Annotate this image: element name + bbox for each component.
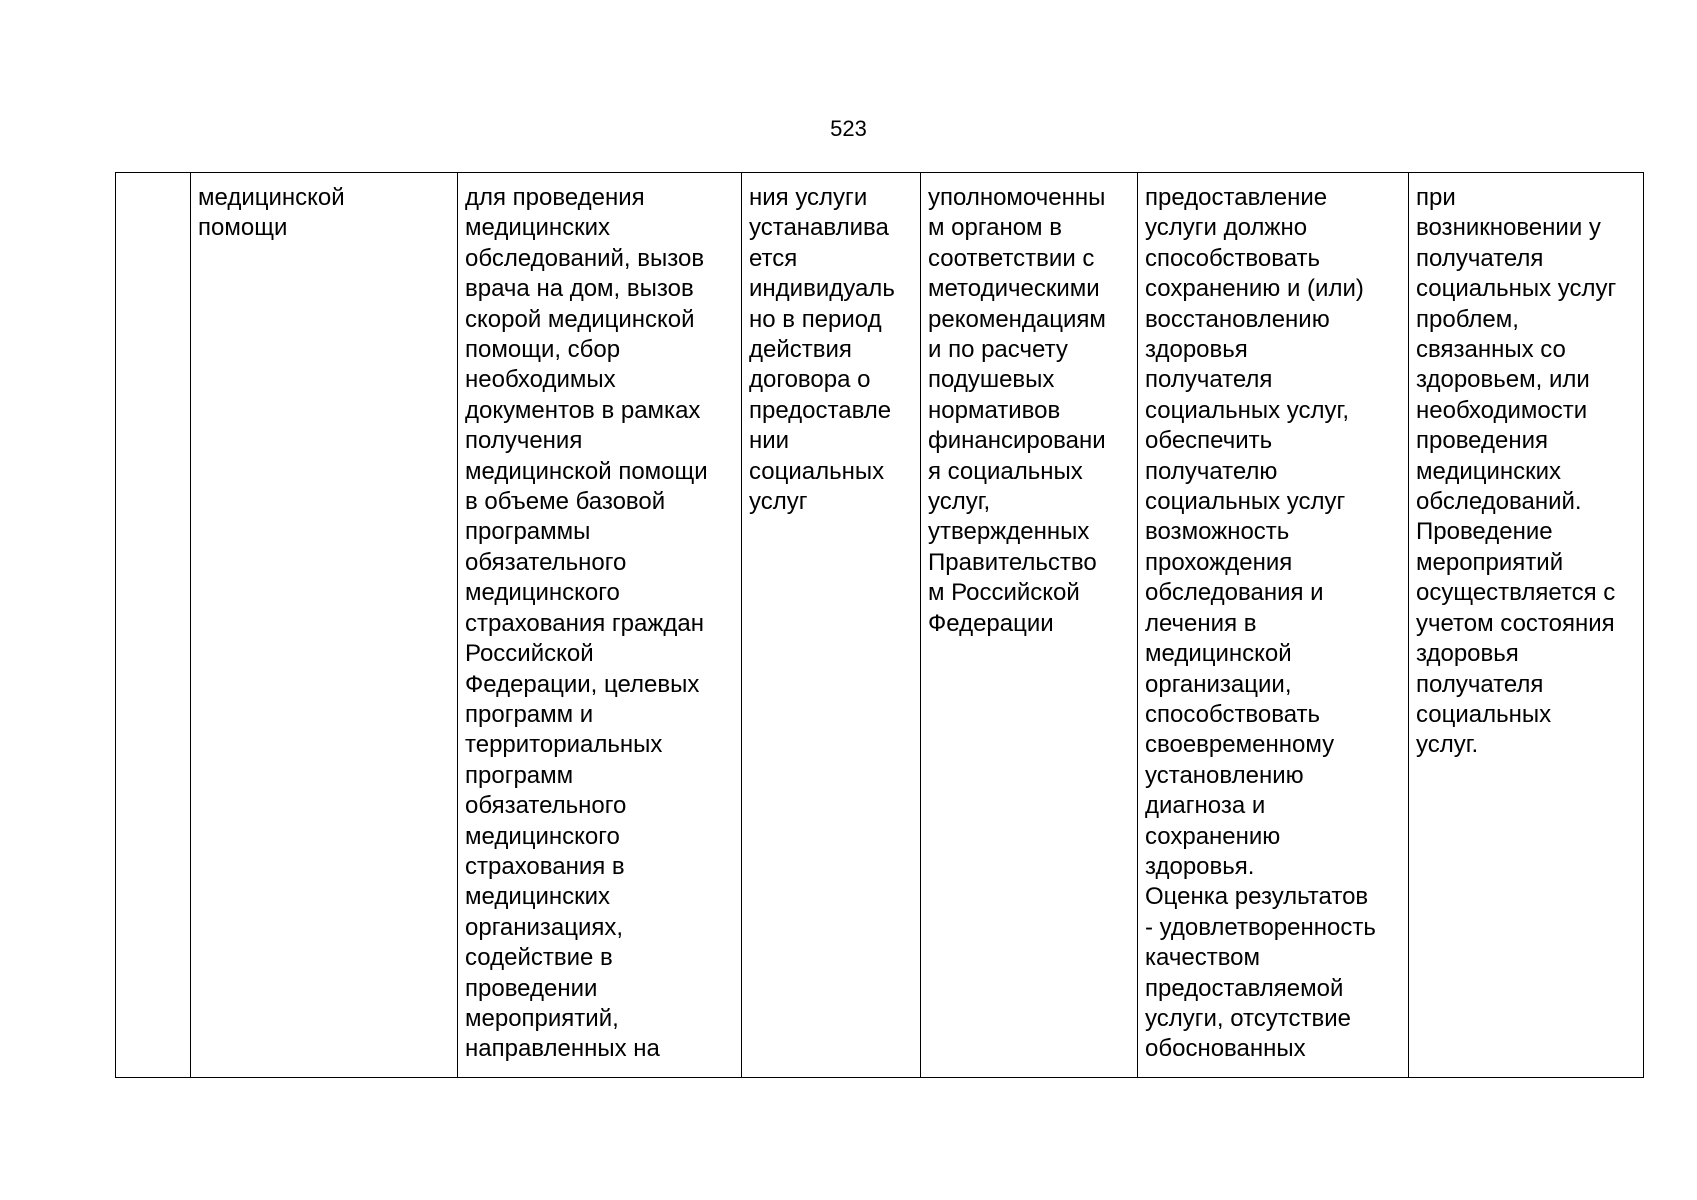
table-cell-quality xyxy=(1138,173,1409,1078)
table-row xyxy=(116,173,1644,1078)
cell-text: уполномоченны м органом в соответствии с методическими рекомендациям и по расчету подушевых нормативов финансировани я социальных услуг, утвержденных Правительство м Российской Федерации xyxy=(928,184,1106,637)
table-cell-number xyxy=(116,173,191,1078)
cell-text: предоставление услуги должно способствовать сохранению и (или) восстановлению здоровья получателя социальных услуг, обеспечить получателю социальных услуг возможность прохождения обследования и лечения в медицинской организации, способствовать своевременному установлению диагноза и сохранению здоровья. Оценка результатов - удовлетворенность качеством предоставляемой услуги, отсутствие обоснованных xyxy=(1145,184,1376,1063)
services-table xyxy=(115,172,1644,1078)
table-cell-description xyxy=(458,173,742,1078)
table-cell-timing xyxy=(742,173,921,1078)
table-cell-tariff xyxy=(921,173,1138,1078)
cell-text: ния услуги устанавлива ется индивидуаль но в период действия договора о предоставле нии социальных услуг xyxy=(749,184,895,516)
cell-text: для проведения медицинских обследований, вызов врача на дом, вызов скорой медицинской помощи, сбор необходимых документов в рамках получения медицинской помощи в объеме базовой программы обязательного медицинского страхования граждан Российской Федерации, целевых программ и территориальных программ обязательного медицинского страхования в медицинских организациях, содействие в проведении мероприятий, направленных на xyxy=(465,184,708,1063)
cell-text: медицинской помощи xyxy=(198,184,345,242)
page-number: 523 xyxy=(830,116,867,141)
cell-text: при возникновении у получателя социальных услуг проблем, связанных со здоровьем, или необходимости проведения медицинских обследований. Проведение мероприятий осуществляется с учетом состояния здоровья получателя социальных услуг. xyxy=(1416,184,1617,759)
table-cell-service-name xyxy=(191,173,458,1078)
table-cell-conditions xyxy=(1409,173,1644,1078)
